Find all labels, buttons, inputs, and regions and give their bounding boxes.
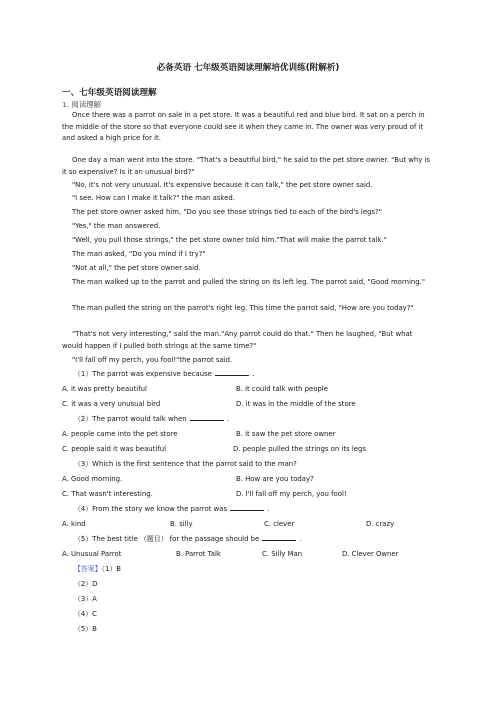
- option-d: D. I'll fall off my perch, you fool!: [236, 490, 347, 498]
- question-prompt-end: .: [267, 505, 270, 513]
- question-prompt-text: （4）From the story we know the parrot was: [74, 505, 228, 513]
- question-group-label: 阅读理解: [71, 100, 101, 109]
- option-a: A. kind: [62, 520, 86, 528]
- answer-item: （4）C: [74, 610, 97, 618]
- passage-paragraph: The pet store owner asked him, "Do you see those strings tied to each of the bird's legs?": [72, 208, 382, 216]
- passage-paragraph: "Not at all," the pet store owner said.: [72, 264, 201, 272]
- passage-paragraph: The man walked up to the parrot and pulled the string on its left leg. The parrot said, "Good morning.": [72, 278, 425, 286]
- passage-paragraph: "No, it's not very unusual. It's expensive because it can talk," the pet store owner said.: [72, 181, 373, 189]
- passage-paragraph: The man pulled the string on the parrot's right leg. This time the parrot said, "How are you today?": [72, 304, 414, 312]
- option-d: D. Clever Owner: [342, 550, 399, 558]
- question-2-prompt: [74, 414, 229, 425]
- question-1-prompt: [74, 369, 255, 380]
- option-b: B. it saw the pet store owner: [236, 430, 336, 438]
- option-a: A. people came into the pet store: [62, 430, 178, 438]
- option-c: C. clever: [264, 520, 295, 528]
- passage-paragraph: "I see. How can I make it talk?" the man asked.: [72, 194, 235, 202]
- question-3-prompt: （3）Which is the first sentence that the parrot said to the man?: [74, 460, 297, 468]
- option-a: A. Good morning.: [62, 475, 123, 483]
- answer-item: （2）D: [74, 580, 98, 588]
- option-b: B. How are you today?: [236, 475, 314, 483]
- answer-item: （3）A: [74, 595, 97, 603]
- answer-blank: [215, 369, 249, 376]
- answer-item: （5）B: [74, 625, 97, 633]
- option-c: C. people said it was beautiful: [62, 445, 167, 453]
- passage-paragraph: "Yes," the man answered.: [72, 222, 161, 230]
- option-c: C. it was a very unusual bird: [62, 400, 161, 408]
- passage-paragraph: "That's not very interesting," said the man."Any parrot could do that." Then he laughed, "But what would happen if I pulled both strings at the same time?": [62, 330, 413, 350]
- option-c: C. Silly Man: [262, 550, 303, 558]
- answer-blank: [230, 504, 264, 511]
- question-prompt-end: .: [227, 415, 230, 423]
- section-heading: 一、七年级英语阅读理解: [62, 88, 157, 98]
- answer-blank: [262, 534, 296, 541]
- option-c: C. That wasn't interesting.: [62, 490, 153, 498]
- passage-paragraph: The man asked, "Do you mind if I try?": [72, 250, 206, 258]
- passage-paragraph: "Well, you pull those strings," the pet store owner told him."That will make the parrot talk.": [72, 236, 387, 244]
- question-prompt-text: （5）The best title （题目） for the passage should be: [74, 535, 260, 543]
- option-d: D. crazy: [366, 520, 395, 528]
- question-4-prompt: [74, 504, 270, 515]
- passage-paragraph: Once there was a parrot on sale in a pet store. It was a beautiful red and blue bird. It sat on a perch in the middle of the store so that everyone could see it when they came in. The owner was very proud of it and asked a high price for it.: [62, 111, 425, 143]
- option-b: B. it could talk with people: [236, 385, 328, 393]
- answer-item: （1）B: [101, 565, 122, 573]
- passage-paragraph: One day a man went into the store. "That's a beautiful bird," he said to the pet store owner. "But why is it so expensive? Is it an unusual bird?": [62, 156, 431, 176]
- question-group-heading: [62, 99, 101, 110]
- answer-block: [74, 564, 121, 575]
- passage-paragraph: "I'll fall off my perch, you fool!"the parrot said.: [72, 356, 233, 364]
- answer-label: 【答案】: [74, 565, 102, 573]
- option-b: B. silly: [170, 520, 193, 528]
- option-d: D. people pulled the strings on its legs: [233, 445, 366, 453]
- document-title: 必备英语 七年级英语阅读理解培优训练(附解析): [156, 63, 340, 73]
- question-group-number: 1.: [62, 100, 70, 109]
- question-prompt-text: （2）The parrot would talk when: [74, 415, 187, 423]
- option-a: A. it was pretty beautiful: [62, 385, 147, 393]
- question-prompt-end: .: [299, 535, 302, 543]
- option-b: B. Parrot Talk: [176, 550, 221, 558]
- option-d: D. it was in the middle of the store: [236, 400, 356, 408]
- question-5-prompt: [74, 534, 302, 545]
- question-prompt-end: .: [252, 370, 255, 378]
- option-a: A. Unusual Parrot: [62, 550, 122, 558]
- question-prompt-text: （1）The parrot was expensive because: [74, 370, 212, 378]
- answer-blank: [190, 414, 224, 421]
